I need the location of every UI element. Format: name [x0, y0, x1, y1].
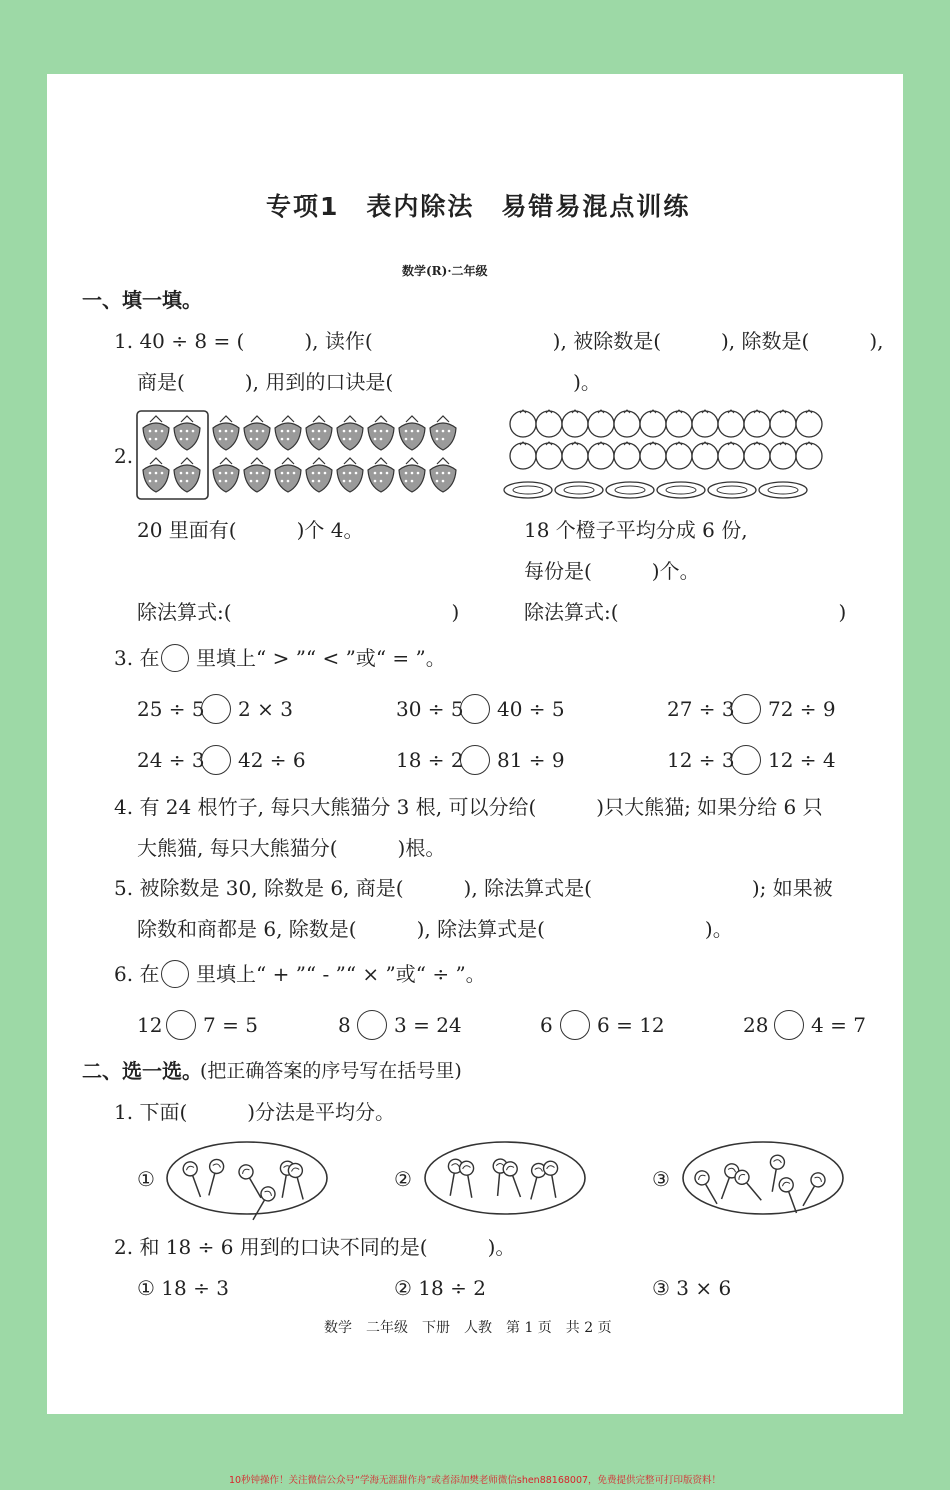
q2-right-text2: 每份是( )个。 — [524, 559, 700, 583]
operator-circle[interactable] — [357, 1010, 387, 1040]
strawberry-icon — [337, 458, 363, 492]
s2-q2-text: 2. 和 18 ÷ 6 用到的口诀不同的是( )。 — [114, 1235, 516, 1259]
orange-icon — [640, 410, 666, 437]
orange-icon — [640, 442, 666, 469]
q3-item1-left: 25 ÷ 5 — [137, 697, 205, 721]
orange-icon — [666, 410, 692, 437]
q3-item1-right: 2 × 3 — [238, 697, 293, 721]
orange-icon — [744, 410, 770, 437]
q6-item3-left: 6 — [540, 1013, 553, 1037]
orange-icon — [510, 410, 536, 437]
q3-item6-right: 12 ÷ 4 — [768, 748, 836, 772]
orange-icon — [770, 442, 796, 469]
page-subtitle: 数学(R)·二年级 — [402, 264, 488, 278]
orange-icon — [718, 410, 744, 437]
orange-icon — [562, 442, 588, 469]
strawberry-icon — [275, 458, 301, 492]
strawberry-icon — [368, 416, 394, 450]
q6-item4-left: 28 — [743, 1013, 769, 1037]
lollipop-icon — [732, 1167, 767, 1204]
q4-line1: 4. 有 24 根竹子, 每只大熊猫分 3 根, 可以分给( )只大熊猫; 如果分给 6 只 — [114, 795, 823, 819]
s2-q1-text: 1. 下面( )分法是平均分。 — [114, 1100, 396, 1124]
circle-icon — [161, 644, 189, 672]
q5-line2: 除数和商都是 6, 除数是( ), 除法算式是( )。 — [137, 917, 733, 941]
compare-circle[interactable] — [201, 694, 231, 724]
q1-line1: 1. 40 ÷ 8 = ( ), 读作( ), 被除数是( ), 除数是( ), — [114, 329, 884, 353]
q5-line1: 5. 被除数是 30, 除数是 6, 商是( ), 除法算式是( ); 如果被 — [114, 876, 833, 900]
plate-icon — [606, 482, 654, 498]
strawberry-icon — [143, 458, 169, 492]
q6-item4-right: 4 = 7 — [811, 1013, 866, 1037]
compare-circle[interactable] — [201, 745, 231, 775]
q6-prompt-b: 里填上“ + ”“ - ”“ × ”或“ ÷ ”。 — [196, 962, 486, 986]
orange-icon — [588, 410, 614, 437]
orange-icon — [744, 442, 770, 469]
oranges-illustration — [500, 404, 816, 504]
q3-item4-left: 24 ÷ 3 — [137, 748, 205, 772]
orange-icon — [796, 442, 822, 469]
lollipops-group-2-illustration — [423, 1140, 587, 1216]
s2-q2-option2[interactable]: ② 18 ÷ 2 — [394, 1276, 486, 1300]
plate-icon — [555, 482, 603, 498]
q3-item5-right: 81 ÷ 9 — [497, 748, 565, 772]
orange-icon — [562, 410, 588, 437]
strawberries-illustration — [136, 410, 466, 502]
strawberry-icon — [174, 458, 200, 492]
q3-item2-left: 30 ÷ 5 — [396, 697, 464, 721]
q6-prompt-a: 6. 在 — [114, 962, 160, 986]
compare-circle[interactable] — [731, 745, 761, 775]
q2-number: 2. — [114, 444, 134, 468]
operator-circle[interactable] — [560, 1010, 590, 1040]
orange-icon — [614, 442, 640, 469]
q3-item3-right: 72 ÷ 9 — [768, 697, 836, 721]
lollipop-icon — [797, 1170, 828, 1209]
lollipops-group-1-illustration — [165, 1140, 329, 1216]
plate-icon — [657, 482, 705, 498]
plate-icon — [759, 482, 807, 498]
s2-q1-option3[interactable]: ③ — [652, 1167, 670, 1191]
orange-icon — [692, 442, 718, 469]
orange-icon — [770, 410, 796, 437]
lollipops-group-3-illustration — [681, 1140, 845, 1216]
orange-icon — [614, 410, 640, 437]
strawberry-icon — [430, 416, 456, 450]
s2-q2-option1[interactable]: ① 18 ÷ 3 — [137, 1276, 229, 1300]
lollipop-icon — [202, 1158, 225, 1197]
s2-q1-option1[interactable]: ① — [137, 1167, 155, 1191]
orange-icon — [718, 442, 744, 469]
page-title: 专项1 表内除法 易错易混点训练 — [266, 192, 691, 221]
strawberry-icon — [368, 458, 394, 492]
q6-item2-left: 8 — [338, 1013, 351, 1037]
plate-icon — [708, 482, 756, 498]
q3-prompt-a: 3. 在 — [114, 646, 160, 670]
s2-q1-option2[interactable]: ② — [394, 1167, 412, 1191]
q2-right-formula: 除法算式:( ) — [524, 600, 847, 624]
section1-heading: 一、填一填。 — [82, 288, 202, 312]
q4-line2: 大熊猫, 每只大熊猫分( )根。 — [137, 836, 446, 860]
strawberry-icon — [275, 416, 301, 450]
strawberry-icon — [244, 458, 270, 492]
q3-item4-right: 42 ÷ 6 — [238, 748, 306, 772]
orange-icon — [692, 410, 718, 437]
orange-icon — [536, 442, 562, 469]
q3-item5-left: 18 ÷ 2 — [396, 748, 464, 772]
plate-icon — [504, 482, 552, 498]
strawberry-icon — [244, 416, 270, 450]
q3-item2-right: 40 ÷ 5 — [497, 697, 565, 721]
q6-item1-left: 12 — [137, 1013, 163, 1037]
circle-icon — [161, 960, 189, 988]
lollipop-icon — [181, 1160, 207, 1200]
lollipop-icon — [542, 1160, 562, 1199]
orange-icon — [588, 442, 614, 469]
orange-icon — [796, 410, 822, 437]
compare-circle[interactable] — [731, 694, 761, 724]
strawberry-icon — [143, 416, 169, 450]
strawberry-icon — [306, 416, 332, 450]
page-footer: 数学 二年级 下册 人教 第 1 页 共 2 页 — [324, 1320, 612, 1336]
lollipop-icon — [692, 1168, 723, 1207]
lollipop-icon — [501, 1160, 527, 1200]
operator-circle[interactable] — [166, 1010, 196, 1040]
q2-right-text1: 18 个橙子平均分成 6 份, — [524, 518, 748, 542]
q2-left-formula: 除法算式:( ) — [137, 600, 460, 624]
compare-circle[interactable] — [460, 694, 490, 724]
strawberry-icon — [399, 458, 425, 492]
orange-icon — [536, 410, 562, 437]
strawberry-icon — [306, 458, 332, 492]
strawberry-icon — [174, 416, 200, 450]
q6-item3-right: 6 = 12 — [597, 1013, 665, 1037]
q3-item6-left: 12 ÷ 3 — [667, 748, 735, 772]
strawberry-icon — [337, 416, 363, 450]
lollipop-icon — [458, 1160, 478, 1199]
section2-heading: 二、选一选。 — [82, 1059, 202, 1083]
operator-circle[interactable] — [774, 1010, 804, 1040]
compare-circle[interactable] — [460, 745, 490, 775]
q2-left-text: 20 里面有( )个 4。 — [137, 518, 364, 542]
strawberry-icon — [399, 416, 425, 450]
q3-item3-left: 27 ÷ 3 — [667, 697, 735, 721]
promo-watermark: 10秒钟操作！关注微信公众号“学海无涯甜作舟”或者添加樊老师微信shen88168007，免费提供完整可打印版资料！ — [228, 1475, 722, 1486]
q3-prompt-b: 里填上“ > ”“ < ”或“ = ”。 — [196, 646, 446, 670]
strawberry-icon — [430, 458, 456, 492]
orange-icon — [510, 442, 536, 469]
q1-line2: 商是( ), 用到的口诀是( )。 — [137, 370, 601, 394]
orange-icon — [666, 442, 692, 469]
s2-q2-option3[interactable]: ③ 3 × 6 — [652, 1276, 732, 1300]
q6-item2-right: 3 = 24 — [394, 1013, 462, 1037]
q6-item1-right: 7 = 5 — [203, 1013, 258, 1037]
section2-heading-note: (把正确答案的序号写在括号里) — [200, 1060, 462, 1082]
strawberry-icon — [213, 458, 239, 492]
lollipop-icon — [287, 1162, 310, 1201]
strawberry-icon — [213, 416, 239, 450]
